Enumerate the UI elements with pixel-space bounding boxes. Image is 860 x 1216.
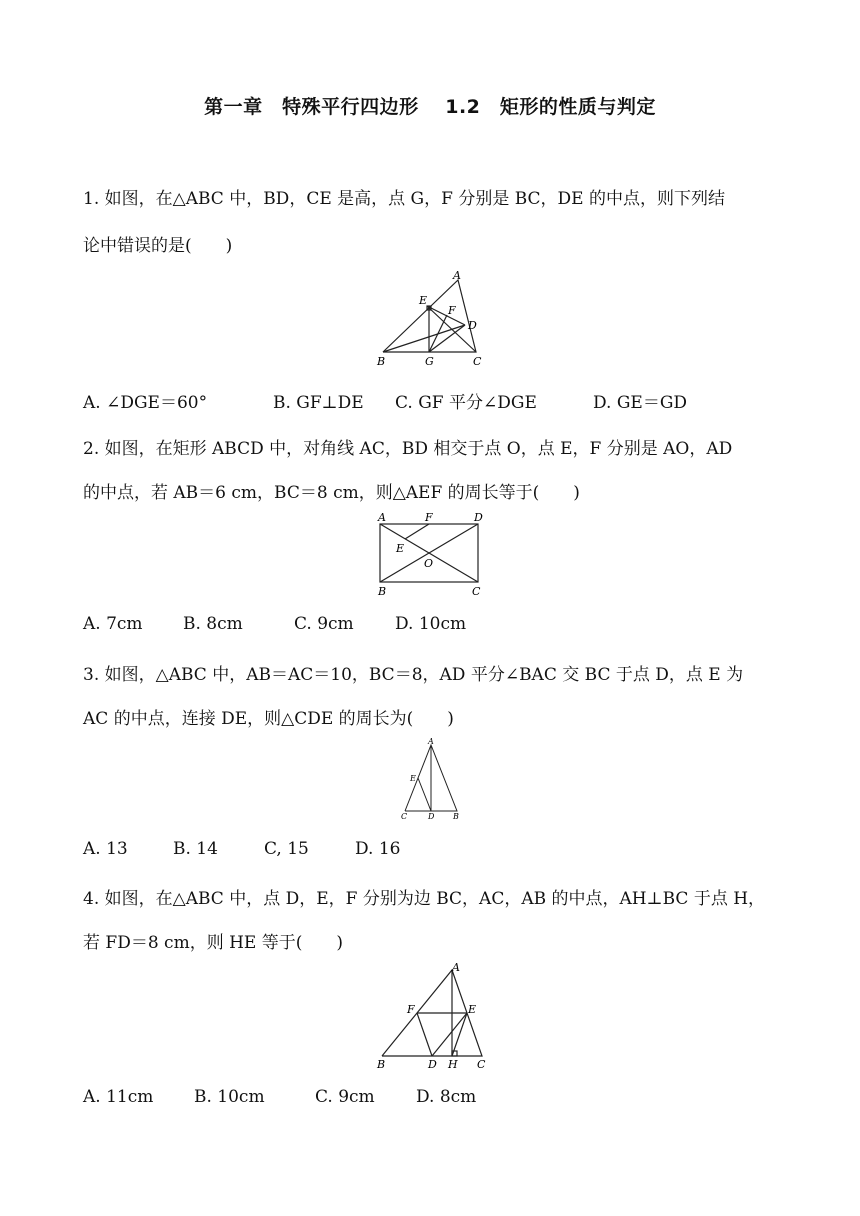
q2-option-d: D. 10cm (395, 614, 467, 634)
q4-option-a: A. 11cm (83, 1087, 154, 1107)
q2-text-line-2: 的中点，若 AB＝6 cm，BC＝8 cm，则△AEF 的周长等于( ) (83, 483, 580, 503)
q4-option-d: D. 8cm (416, 1087, 477, 1107)
q1-option-a: A. ∠DGE＝60° (83, 393, 208, 413)
q4-label-a: A (452, 961, 460, 974)
q1-label-f: F (448, 304, 456, 317)
q3-label-e: E (410, 774, 416, 783)
q4-text-line-2: 若 FD＝8 cm，则 HE 等于( ) (83, 933, 343, 953)
q3-options (83, 839, 400, 859)
q3-label-b: B (453, 812, 459, 821)
q3-option-a: A. 13 (83, 839, 128, 859)
q2-option-b: B. 8cm (183, 614, 243, 634)
q3-label-a: A (428, 737, 434, 746)
q3-label-d: D (428, 812, 435, 821)
q2-label-c: C (472, 585, 481, 598)
q3-option-c: C, 15 (264, 839, 309, 859)
q1-label-b: B (377, 355, 386, 368)
q3-text-line-1: 3. 如图，△ABC 中，AB＝AC＝10，BC＝8，AD 平分∠BAC 交 BC 于点 D，点 E 为 (83, 665, 744, 685)
q4-label-h: H (448, 1058, 458, 1071)
q2-label-b: B (378, 585, 387, 598)
q4-option-b: B. 10cm (194, 1087, 265, 1107)
q4-option-c: C. 9cm (315, 1087, 375, 1107)
q1-option-c: C. GF 平分∠DGE (395, 393, 537, 413)
q1-options (83, 388, 687, 413)
q3-option-b: B. 14 (173, 839, 218, 859)
q4-label-f: F (407, 1003, 415, 1016)
q4-label-b: B (377, 1058, 386, 1071)
q2-label-d: D (474, 511, 483, 524)
q1-text-line-1: 1. 如图，在△ABC 中，BD，CE 是高，点 G，F 分别是 BC，DE 的中点，则下列结 (83, 189, 725, 209)
q1-figure (370, 268, 490, 370)
q4-label-e: E (468, 1003, 477, 1016)
q2-option-c: C. 9cm (294, 614, 354, 634)
q2-option-a: A. 7cm (83, 614, 143, 634)
q1-label-d: D (468, 319, 477, 332)
q2-options (83, 614, 466, 634)
q1-text-line-2: 论中错误的是( ) (83, 236, 233, 256)
q1-option-b: B. GF⊥DE (273, 393, 364, 413)
q3-figure (395, 737, 465, 821)
q2-text-line-1: 2. 如图，在矩形 ABCD 中，对角线 AC，BD 相交于点 O，点 E，F 分别是 AO，AD (83, 439, 733, 459)
q4-label-c: C (477, 1058, 486, 1071)
q1-label-c: C (473, 355, 482, 368)
page-title: 第一章 特殊平行四边形 1.2 矩形的性质与判定 (204, 96, 656, 118)
q3-option-d: D. 16 (355, 839, 401, 859)
q2-label-o: O (424, 557, 434, 570)
q3-text-line-2: AC 的中点，连接 DE，则△CDE 的周长为( ) (83, 709, 454, 729)
q2-label-a: A (378, 511, 386, 524)
q1-label-g: G (425, 355, 434, 368)
q2-label-f: F (425, 511, 433, 524)
q1-label-a: A (453, 269, 461, 282)
q2-label-e: E (396, 542, 405, 555)
q4-text-line-1: 4. 如图，在△ABC 中，点 D，E，F 分别为边 BC，AC，AB 的中点，AH⊥BC 于点 H， (83, 889, 766, 909)
q2-figure (370, 510, 490, 600)
q3-label-c: C (401, 812, 408, 821)
q1-label-e: E (419, 294, 428, 307)
q4-figure (370, 960, 490, 1072)
q4-label-d: D (428, 1058, 437, 1071)
q4-options (83, 1087, 476, 1107)
q1-option-d: D. GE＝GD (593, 393, 688, 413)
